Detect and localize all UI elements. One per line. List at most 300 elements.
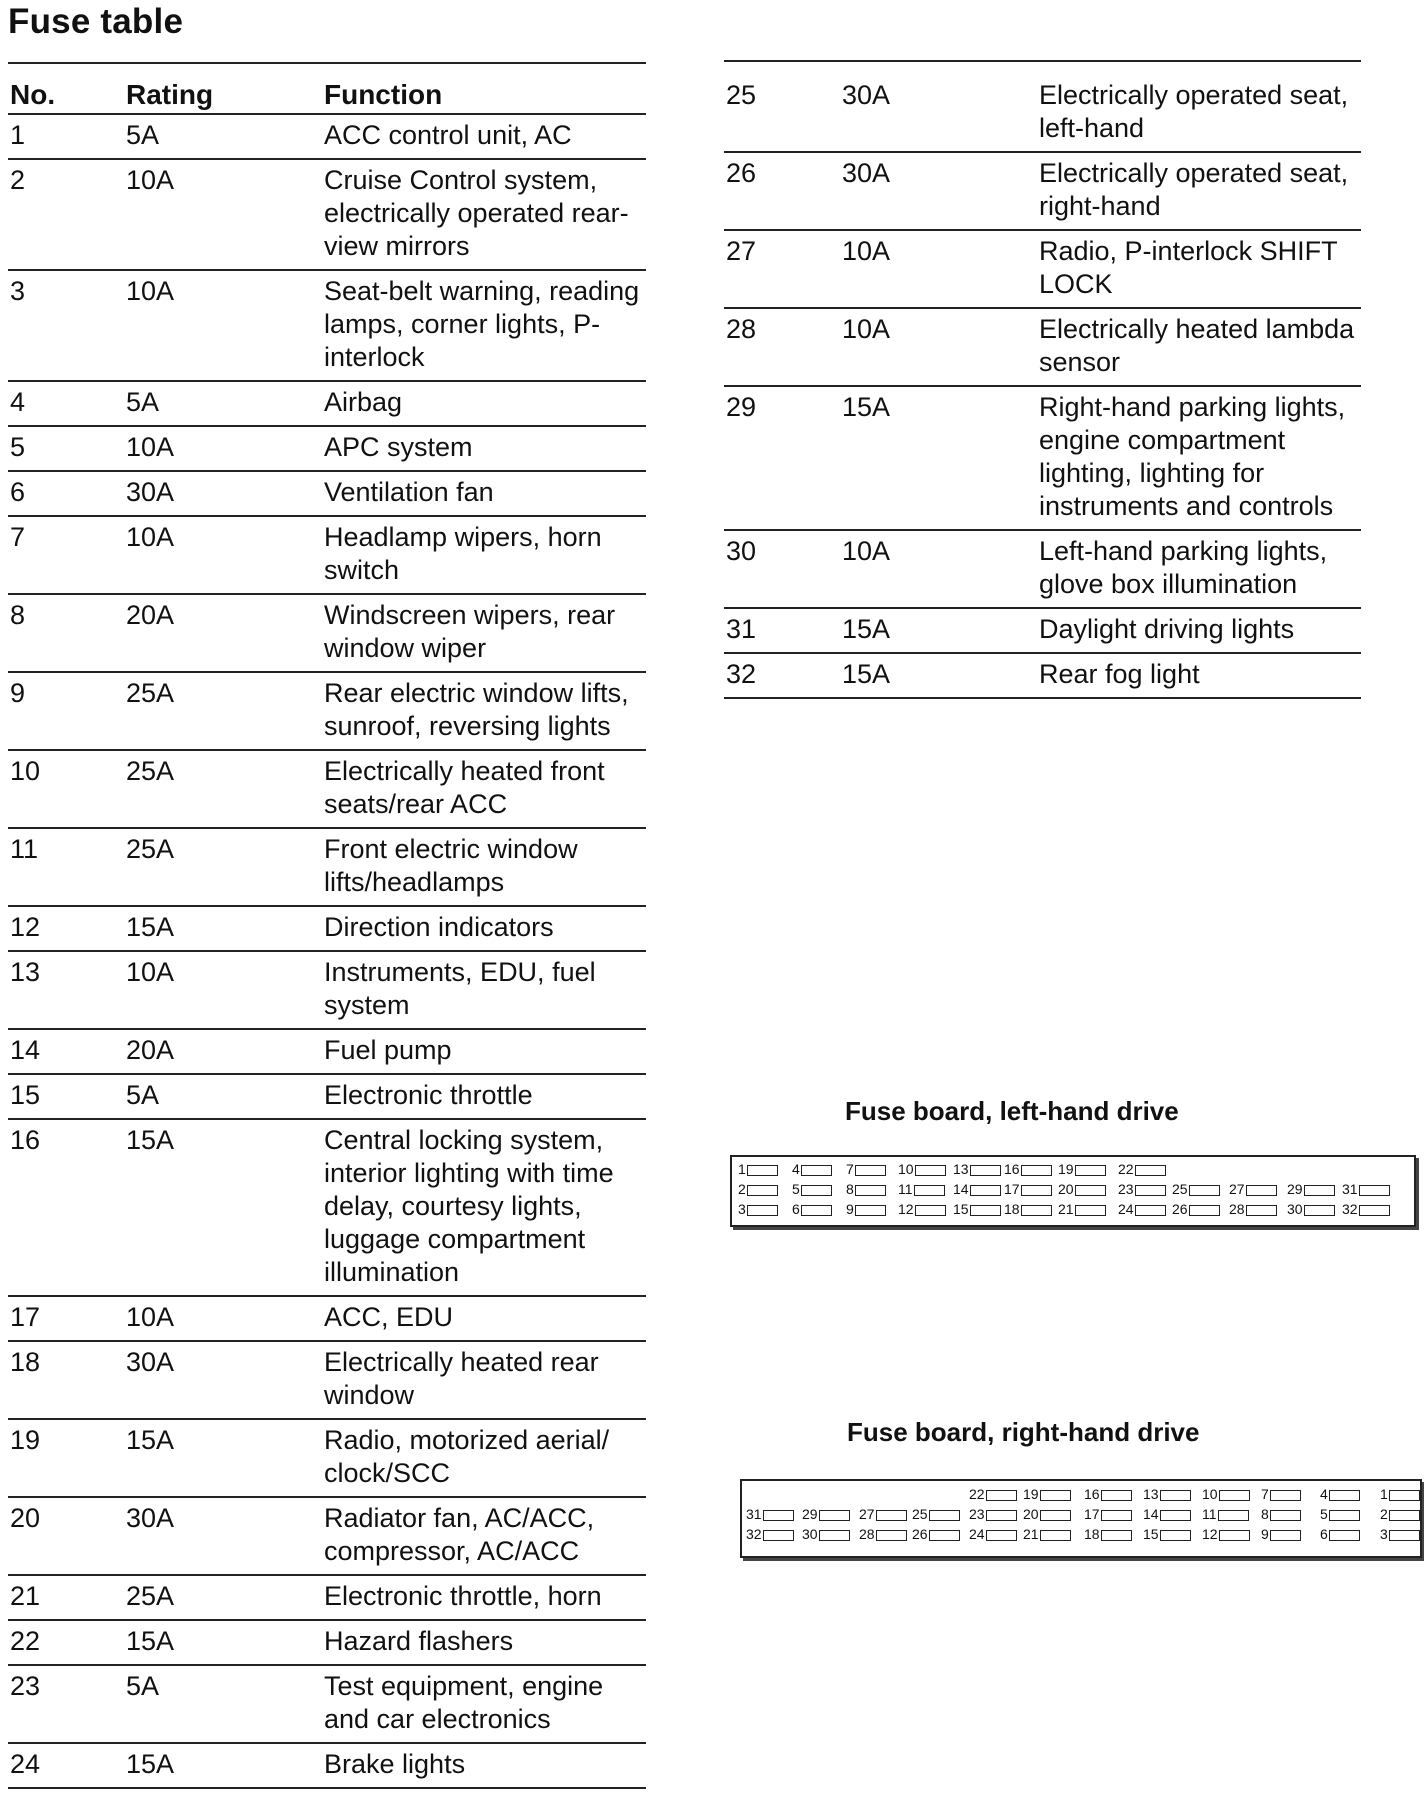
fuse-slot <box>1143 1486 1191 1502</box>
fuse-rating: 30A <box>842 61 1039 152</box>
fuse-slot-label: 16 <box>1084 1486 1100 1502</box>
fuse-slot-box <box>1021 1185 1052 1196</box>
fuse-slot <box>1261 1486 1301 1502</box>
fuse-slot-label: 29 <box>1287 1181 1303 1197</box>
fuse-number: 7 <box>8 516 126 594</box>
fuse-slot <box>1261 1526 1301 1542</box>
fuse-slot-label: 6 <box>792 1201 800 1217</box>
fuse-slot <box>1380 1526 1420 1542</box>
fuse-slot-box <box>1160 1490 1191 1501</box>
fuse-slot-label: 2 <box>738 1181 746 1197</box>
fuse-slot-label: 1 <box>738 1161 746 1177</box>
fuse-slot <box>898 1181 945 1197</box>
fuse-slot-box <box>1270 1510 1301 1521</box>
table-row <box>724 530 1361 608</box>
fuse-rating: 10A <box>126 426 324 471</box>
fuse-slot-label: 30 <box>1287 1201 1303 1217</box>
fuse-slot-label: 9 <box>846 1201 854 1217</box>
fuse-number: 21 <box>8 1575 126 1620</box>
fuse-slot-label: 10 <box>1202 1486 1218 1502</box>
fuse-slot-label: 15 <box>953 1201 969 1217</box>
fuse-function: Right-hand parking lights, engine compartment lighting, lighting for instruments and controls <box>1039 386 1361 530</box>
table-row <box>8 750 646 828</box>
fuse-slot <box>1058 1181 1106 1197</box>
table-row <box>8 1419 646 1497</box>
fuse-slot-label: 8 <box>846 1181 854 1197</box>
fuse-slot <box>738 1201 778 1217</box>
fuse-slot-label: 20 <box>1023 1506 1039 1522</box>
table-row <box>724 230 1361 308</box>
fuse-rating: 25A <box>126 828 324 906</box>
fuse-rating: 25A <box>126 672 324 750</box>
fuse-function: Rear electric window lifts, sunroof, reversing lights <box>324 672 646 750</box>
fuse-slot-box <box>1160 1510 1191 1521</box>
fuse-slot-label: 24 <box>969 1526 985 1542</box>
table-row <box>8 906 646 951</box>
fuse-slot <box>738 1161 778 1177</box>
fuse-slot-box <box>929 1510 960 1521</box>
fuse-number: 2 <box>8 159 126 270</box>
fuse-slot <box>912 1526 960 1542</box>
fuse-slot-box <box>1189 1205 1220 1216</box>
fuse-slot-label: 29 <box>802 1506 818 1522</box>
fuse-rating: 5A <box>126 114 324 159</box>
fuse-function: Test equipment, engine and car electronics <box>324 1665 646 1743</box>
fuse-slot-label: 32 <box>1342 1201 1358 1217</box>
fuse-slot-label: 31 <box>1342 1181 1358 1197</box>
fuse-slot <box>912 1506 960 1522</box>
fuse-slot-box <box>1135 1205 1166 1216</box>
fuse-slot <box>802 1506 850 1522</box>
fuse-rating: 15A <box>126 1119 324 1296</box>
fuse-slot-box <box>855 1205 886 1216</box>
fuse-rating: 25A <box>126 750 324 828</box>
fuse-number: 4 <box>8 381 126 426</box>
fuse-slot-label: 27 <box>859 1506 875 1522</box>
table-row <box>724 608 1361 653</box>
fuse-slot-label: 23 <box>1118 1181 1134 1197</box>
fuse-slot-box <box>915 1165 946 1176</box>
fuse-slot-label: 17 <box>1004 1181 1020 1197</box>
fuse-slot <box>1058 1201 1106 1217</box>
fuse-slot-label: 21 <box>1058 1201 1074 1217</box>
fuse-slot-label: 23 <box>969 1506 985 1522</box>
fuse-slot-label: 12 <box>1202 1526 1218 1542</box>
fuse-function: Electrically heated rear window <box>324 1341 646 1419</box>
fuse-slot-box <box>1219 1530 1250 1541</box>
fuse-rating: 30A <box>842 152 1039 230</box>
fuse-function: Hazard flashers <box>324 1620 646 1665</box>
fuse-rating: 5A <box>126 381 324 426</box>
fuse-number: 23 <box>8 1665 126 1743</box>
rhd-board-title: Fuse board, right-hand drive <box>847 1417 1200 1447</box>
fuse-slot <box>1342 1201 1390 1217</box>
fuse-slot-label: 5 <box>792 1181 800 1197</box>
fuse-slot <box>1202 1506 1249 1522</box>
fuse-function: Electrically operated seat, left-hand <box>1039 61 1361 152</box>
fuse-slot-box <box>801 1205 832 1216</box>
fuse-slot-label: 3 <box>738 1201 746 1217</box>
fuse-rating: 10A <box>126 1296 324 1341</box>
fuse-rating: 30A <box>126 1497 324 1575</box>
fuse-slot <box>846 1161 886 1177</box>
fuse-number: 16 <box>8 1119 126 1296</box>
fuse-number: 12 <box>8 906 126 951</box>
fuse-slot <box>1320 1526 1360 1542</box>
table-row <box>8 1743 646 1788</box>
fuse-slot-box <box>1329 1490 1360 1501</box>
fuse-number: 3 <box>8 270 126 381</box>
fuse-rating: 15A <box>126 1419 324 1497</box>
fuse-slot-label: 31 <box>746 1506 762 1522</box>
fuse-slot-box <box>1135 1185 1166 1196</box>
header-function: Function <box>324 63 646 114</box>
table-row <box>724 152 1361 230</box>
fuse-slot-box <box>929 1530 960 1541</box>
fuse-rating: 30A <box>126 1341 324 1419</box>
fuse-slot-label: 4 <box>792 1161 800 1177</box>
fuse-number: 32 <box>724 653 842 698</box>
fuse-slot <box>859 1506 907 1522</box>
fuse-function: Radiator fan, AC/ACC, compressor, AC/ACC <box>324 1497 646 1575</box>
fuse-slot-box <box>763 1530 794 1541</box>
fuse-slot-box <box>1389 1490 1420 1501</box>
fuse-slot-box <box>1389 1510 1420 1521</box>
fuse-function: Central locking system, interior lighting with time delay, courtesy lights, luggage compartment illumination <box>324 1119 646 1296</box>
fuse-function: APC system <box>324 426 646 471</box>
fuse-board-right-hand-drive <box>740 1479 1422 1558</box>
fuse-table-right <box>724 60 1361 699</box>
table-row <box>8 828 646 906</box>
fuse-slot-label: 26 <box>1172 1201 1188 1217</box>
fuse-slot <box>792 1201 832 1217</box>
fuse-slot-label: 1 <box>1380 1486 1388 1502</box>
fuse-slot <box>792 1161 832 1177</box>
fuse-slot <box>1084 1486 1132 1502</box>
table-row <box>8 1296 646 1341</box>
fuse-function: Airbag <box>324 381 646 426</box>
fuse-slot-label: 19 <box>1023 1486 1039 1502</box>
fuse-number: 29 <box>724 386 842 530</box>
fuse-slot <box>969 1526 1017 1542</box>
fuse-number: 11 <box>8 828 126 906</box>
table-row <box>724 308 1361 386</box>
table-row <box>8 516 646 594</box>
fuse-slot-label: 13 <box>953 1161 969 1177</box>
fuse-number: 9 <box>8 672 126 750</box>
lhd-board-title: Fuse board, left-hand drive <box>845 1096 1179 1126</box>
fuse-function: Front electric window lifts/headlamps <box>324 828 646 906</box>
fuse-rating: 10A <box>126 516 324 594</box>
fuse-slot-label: 5 <box>1320 1506 1328 1522</box>
fuse-slot <box>1320 1486 1360 1502</box>
fuse-slot-label: 18 <box>1004 1201 1020 1217</box>
fuse-slot-box <box>1246 1205 1277 1216</box>
fuse-function: Electrically heated front seats/rear ACC <box>324 750 646 828</box>
fuse-slot <box>1118 1201 1166 1217</box>
fuse-slot <box>1172 1201 1220 1217</box>
fuse-slot-label: 26 <box>912 1526 928 1542</box>
fuse-slot-label: 20 <box>1058 1181 1074 1197</box>
fuse-slot-label: 7 <box>1261 1486 1269 1502</box>
fuse-slot-label: 16 <box>1004 1161 1020 1177</box>
fuse-number: 18 <box>8 1341 126 1419</box>
table-row <box>8 1665 646 1743</box>
fuse-function: Electronic throttle, horn <box>324 1575 646 1620</box>
fuse-function: Radio, P-interlock SHIFT LOCK <box>1039 230 1361 308</box>
fuse-slot-label: 17 <box>1084 1506 1100 1522</box>
fuse-slot <box>1118 1181 1166 1197</box>
fuse-slot-box <box>1304 1205 1335 1216</box>
fuse-function: Electrically heated lambda sensor <box>1039 308 1361 386</box>
fuse-slot <box>898 1201 946 1217</box>
fuse-function: Rear fog light <box>1039 653 1361 698</box>
fuse-slot <box>1084 1506 1132 1522</box>
fuse-slot-box <box>1246 1185 1277 1196</box>
fuse-function: ACC, EDU <box>324 1296 646 1341</box>
fuse-function: Electronic throttle <box>324 1074 646 1119</box>
fuse-slot <box>1172 1181 1220 1197</box>
fuse-function: Brake lights <box>324 1743 646 1788</box>
fuse-slot <box>746 1506 794 1522</box>
fuse-rating: 10A <box>126 951 324 1029</box>
fuse-slot-box <box>1160 1530 1191 1541</box>
fuse-slot <box>1023 1506 1071 1522</box>
fuse-slot-label: 22 <box>1118 1161 1134 1177</box>
fuse-slot-label: 3 <box>1380 1526 1388 1542</box>
fuse-slot <box>792 1181 832 1197</box>
fuse-rating: 20A <box>126 594 324 672</box>
fuse-table-left <box>8 62 646 1789</box>
fuse-slot-label: 9 <box>1261 1526 1269 1542</box>
fuse-slot-box <box>1135 1165 1166 1176</box>
fuse-slot-box <box>1304 1185 1335 1196</box>
fuse-rating: 15A <box>842 653 1039 698</box>
fuse-function: Radio, motorized aerial/ clock/SCC <box>324 1419 646 1497</box>
fuse-number: 30 <box>724 530 842 608</box>
fuse-slot-label: 2 <box>1380 1506 1388 1522</box>
fuse-slot-box <box>876 1510 907 1521</box>
fuse-number: 1 <box>8 114 126 159</box>
fuse-slot-box <box>970 1165 1001 1176</box>
fuse-function: Cruise Control system, electrically operated rear-view mirrors <box>324 159 646 270</box>
fuse-slot <box>1004 1181 1052 1197</box>
fuse-slot <box>1118 1161 1166 1177</box>
fuse-slot-box <box>986 1530 1017 1541</box>
fuse-slot <box>1342 1181 1390 1197</box>
fuse-slot-label: 22 <box>969 1486 985 1502</box>
table-row <box>8 951 646 1029</box>
fuse-rating: 10A <box>842 230 1039 308</box>
fuse-function: Direction indicators <box>324 906 646 951</box>
fuse-number: 6 <box>8 471 126 516</box>
fuse-number: 28 <box>724 308 842 386</box>
fuse-slot <box>1084 1526 1132 1542</box>
fuse-function: Windscreen wipers, rear window wiper <box>324 594 646 672</box>
fuse-slot-label: 32 <box>746 1526 762 1542</box>
fuse-number: 31 <box>724 608 842 653</box>
fuse-number: 27 <box>724 230 842 308</box>
fuse-slot <box>746 1526 794 1542</box>
fuse-slot-box <box>1218 1510 1249 1521</box>
fuse-rating: 20A <box>126 1029 324 1074</box>
fuse-slot-label: 25 <box>912 1506 928 1522</box>
fuse-slot-label: 10 <box>898 1161 914 1177</box>
fuse-slot-box <box>1101 1510 1132 1521</box>
fuse-slot-box <box>747 1165 778 1176</box>
fuse-slot-box <box>1101 1530 1132 1541</box>
fuse-rating: 5A <box>126 1665 324 1743</box>
fuse-function: Fuel pump <box>324 1029 646 1074</box>
fuse-number: 24 <box>8 1743 126 1788</box>
table-row <box>8 1341 646 1419</box>
fuse-slot-box <box>1359 1185 1390 1196</box>
fuse-slot-label: 30 <box>802 1526 818 1542</box>
fuse-slot <box>802 1526 850 1542</box>
fuse-rating: 10A <box>842 308 1039 386</box>
fuse-rating: 10A <box>126 159 324 270</box>
fuse-rating: 15A <box>126 906 324 951</box>
page-title: Fuse table <box>8 2 184 41</box>
fuse-slot <box>738 1181 778 1197</box>
fuse-slot-box <box>1075 1185 1106 1196</box>
fuse-slot-label: 25 <box>1172 1181 1188 1197</box>
table-row <box>8 114 646 159</box>
fuse-rating: 25A <box>126 1575 324 1620</box>
fuse-slot-box <box>1270 1530 1301 1541</box>
fuse-slot <box>969 1486 1017 1502</box>
fuse-rating: 10A <box>842 530 1039 608</box>
fuse-slot <box>846 1201 886 1217</box>
fuse-slot-label: 11 <box>898 1181 913 1197</box>
table-row <box>8 1497 646 1575</box>
fuse-slot <box>1143 1506 1191 1522</box>
fuse-slot-box <box>801 1165 832 1176</box>
fuse-slot-box <box>819 1530 850 1541</box>
table-row <box>8 471 646 516</box>
fuse-rating: 15A <box>126 1743 324 1788</box>
fuse-slot <box>953 1201 1001 1217</box>
fuse-slot <box>1202 1526 1250 1542</box>
fuse-function: Headlamp wipers, horn switch <box>324 516 646 594</box>
fuse-slot-label: 4 <box>1320 1486 1328 1502</box>
fuse-slot <box>1004 1161 1052 1177</box>
fuse-slot-label: 8 <box>1261 1506 1269 1522</box>
fuse-rating: 15A <box>126 1620 324 1665</box>
fuse-slot-box <box>986 1490 1017 1501</box>
fuse-rating: 30A <box>126 471 324 516</box>
fuse-slot-label: 11 <box>1202 1506 1217 1522</box>
header-rating: Rating <box>126 63 324 114</box>
fuse-function: Daylight driving lights <box>1039 608 1361 653</box>
fuse-slot-box <box>970 1185 1001 1196</box>
table-row <box>8 1029 646 1074</box>
fuse-slot-box <box>1359 1205 1390 1216</box>
table-row <box>8 1575 646 1620</box>
table-row <box>8 672 646 750</box>
fuse-slot-label: 6 <box>1320 1526 1328 1542</box>
table-header-row <box>8 63 646 114</box>
fuse-slot-box <box>747 1185 778 1196</box>
fuse-slot <box>898 1161 946 1177</box>
fuse-rating: 5A <box>126 1074 324 1119</box>
table-row <box>8 1119 646 1296</box>
fuse-slot-box <box>855 1185 886 1196</box>
fuse-slot <box>1143 1526 1191 1542</box>
fuse-number: 26 <box>724 152 842 230</box>
fuse-slot-box <box>1021 1205 1052 1216</box>
fuse-slot-box <box>747 1205 778 1216</box>
fuse-function: Electrically operated seat, right-hand <box>1039 152 1361 230</box>
fuse-slot <box>859 1526 907 1542</box>
fuse-number: 25 <box>724 61 842 152</box>
fuse-slot-box <box>819 1510 850 1521</box>
fuse-slot-box <box>970 1205 1001 1216</box>
fuse-number: 14 <box>8 1029 126 1074</box>
fuse-slot <box>1023 1486 1071 1502</box>
fuse-slot <box>1261 1506 1301 1522</box>
fuse-slot-box <box>1329 1530 1360 1541</box>
fuse-number: 10 <box>8 750 126 828</box>
fuse-rating: 10A <box>126 270 324 381</box>
table-row <box>8 426 646 471</box>
fuse-slot <box>1202 1486 1250 1502</box>
fuse-slot <box>1320 1506 1360 1522</box>
fuse-slot <box>953 1181 1001 1197</box>
fuse-slot-label: 14 <box>953 1181 969 1197</box>
fuse-slot <box>1229 1201 1277 1217</box>
header-no: No. <box>8 63 126 114</box>
table-row <box>724 61 1361 152</box>
fuse-slot <box>1380 1486 1420 1502</box>
fuse-slot <box>953 1161 1001 1177</box>
fuse-slot-label: 13 <box>1143 1486 1159 1502</box>
fuse-slot <box>1004 1201 1052 1217</box>
table-row <box>8 1074 646 1119</box>
fuse-slot-box <box>876 1530 907 1541</box>
fuse-slot-label: 24 <box>1118 1201 1134 1217</box>
fuse-number: 20 <box>8 1497 126 1575</box>
fuse-slot-box <box>1329 1510 1360 1521</box>
fuse-slot-box <box>914 1185 945 1196</box>
table-row <box>724 386 1361 530</box>
fuse-slot <box>1380 1506 1420 1522</box>
table-row <box>8 381 646 426</box>
fuse-slot-label: 14 <box>1143 1506 1159 1522</box>
fuse-slot-label: 19 <box>1058 1161 1074 1177</box>
fuse-slot-box <box>1075 1205 1106 1216</box>
fuse-slot <box>846 1181 886 1197</box>
fuse-slot-label: 18 <box>1084 1526 1100 1542</box>
fuse-slot-box <box>1189 1185 1220 1196</box>
fuse-rating: 15A <box>842 386 1039 530</box>
fuse-slot-box <box>1040 1510 1071 1521</box>
fuse-slot-box <box>1021 1165 1052 1176</box>
fuse-slot <box>1023 1526 1071 1542</box>
fuse-slot-box <box>1389 1530 1420 1541</box>
fuse-slot <box>1229 1181 1277 1197</box>
fuse-slot-label: 28 <box>859 1526 875 1542</box>
fuse-slot-box <box>915 1205 946 1216</box>
fuse-slot-box <box>1219 1490 1250 1501</box>
fuse-slot-label: 15 <box>1143 1526 1159 1542</box>
fuse-number: 15 <box>8 1074 126 1119</box>
fuse-slot <box>1287 1201 1335 1217</box>
fuse-slot-label: 28 <box>1229 1201 1245 1217</box>
fuse-slot-box <box>1075 1165 1106 1176</box>
fuse-slot <box>1058 1161 1106 1177</box>
fuse-slot <box>969 1506 1017 1522</box>
